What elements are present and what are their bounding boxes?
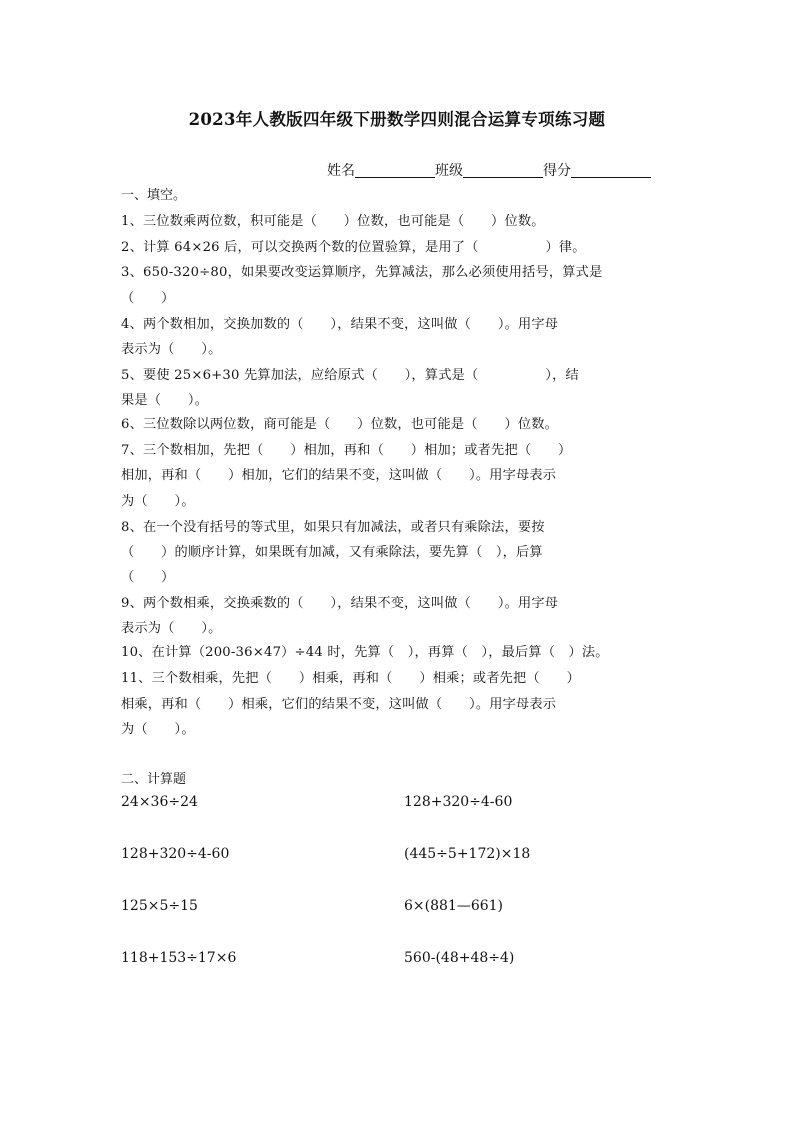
question-line: （ ） [121, 570, 175, 585]
class-label: 班级 [435, 163, 463, 179]
question-line: 为（ ）。 [121, 494, 195, 509]
question-line: 1、三位数乘两位数，积可能是（ ）位数，也可能是（ ）位数。 [121, 214, 545, 229]
student-info-row [327, 160, 651, 180]
calc-expression: 128+320÷4-60 [404, 794, 513, 810]
question-line: 6、三位数除以两位数，商可能是（ ）位数，也可能是（ ）位数。 [121, 417, 558, 432]
question-line: 3、650-320÷80，如果要改变运算顺序，先算减法，那么必须使用括号，算式是 [121, 265, 603, 280]
class-blank[interactable] [463, 176, 543, 178]
question-line: 表示为（ ）。 [121, 621, 222, 636]
question-line: 为（ ）。 [121, 722, 195, 737]
name-blank[interactable] [355, 176, 435, 178]
question-line: （ ）的顺序计算，如果既有加减，又有乘除法，要先算（ ），后算 [121, 545, 543, 560]
question-line: 果是（ ）。 [121, 393, 209, 408]
question-line: 相加，再和（ ）相加，它们的结果不变，这叫做（ ）。用字母表示 [121, 468, 557, 483]
question-line: 5、要使 25×6+30 先算加法，应给原式（ ），算式是（ ），结 [121, 368, 579, 383]
question-line: 8、在一个没有括号的等式里，如果只有加减法，或者只有乘除法，要按 [121, 520, 545, 535]
calc-expression: 6×(881—661) [404, 898, 504, 914]
question-line: 11、三个数相乘，先把（ ）相乘，再和（ ）相乘；或者先把（ ） [121, 671, 580, 686]
section-2-heading: 二、计算题 [121, 772, 187, 787]
question-line: 表示为（ ）。 [121, 342, 222, 357]
calc-expression: 24×36÷24 [121, 794, 198, 810]
calc-expression: 118+153÷17×6 [121, 950, 237, 966]
calc-expression: 125×5÷15 [121, 898, 198, 914]
score-label: 得分 [543, 163, 571, 179]
question-line: 10、在计算（200-36×47）÷44 时，先算（ ），再算（ ），最后算（ ）法。 [121, 645, 609, 660]
section-1-heading: 一、填空。 [121, 188, 187, 203]
question-line: （ ） [121, 291, 175, 306]
calc-expression: 560-(48+48÷4) [404, 950, 515, 966]
calc-expression: (445÷5+172)×18 [404, 846, 531, 862]
question-line: 9、两个数相乘，交换乘数的（ ），结果不变，这叫做（ ）。用字母 [121, 596, 559, 611]
page-title: 2023年人教版四年级下册数学四则混合运算专项练习题 [188, 110, 606, 129]
question-line: 相乘，再和（ ）相乘，它们的结果不变，这叫做（ ）。用字母表示 [121, 697, 557, 712]
score-blank[interactable] [571, 176, 651, 178]
question-line: 7、三个数相加，先把（ ）相加，再和（ ）相加；或者先把（ ） [121, 443, 572, 458]
name-label: 姓名 [327, 163, 355, 179]
question-line: 2、计算 64×26 后，可以交换两个数的位置验算，是用了（ ）律。 [121, 240, 586, 255]
calc-expression: 128+320÷4-60 [121, 846, 230, 862]
question-line: 4、两个数相加，交换加数的（ ），结果不变，这叫做（ ）。用字母 [121, 317, 559, 332]
